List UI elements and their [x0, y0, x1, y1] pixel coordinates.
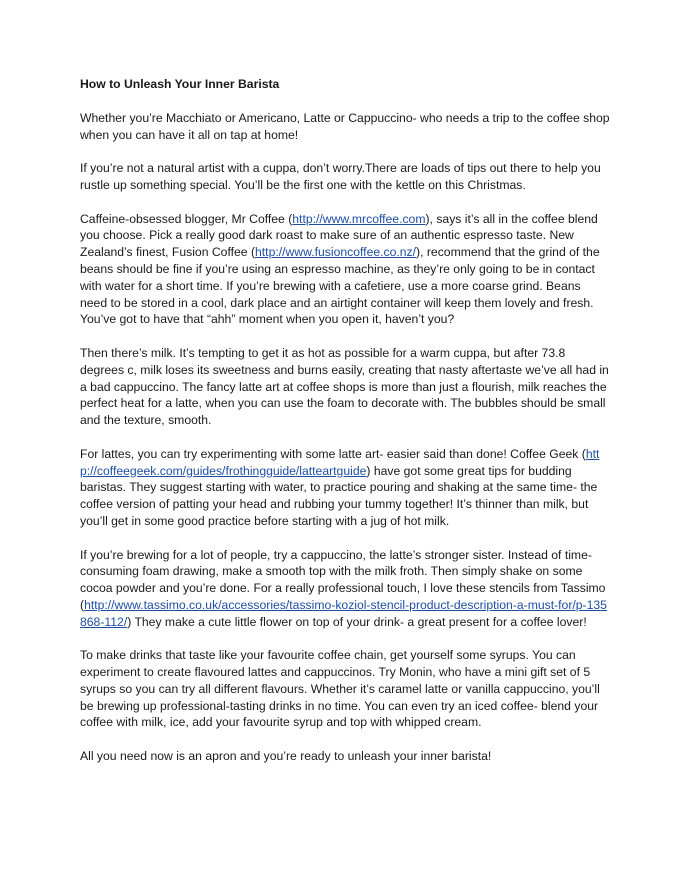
paragraph-text: ), recommend that the grind of the beans should be fine if you’re using an espresso machine, as they’re only going to be in contact with water for a short time. If you’re brewing with a cafetiere, use a more coarse grind. Beans need to be stored in a cool, dark place and an airtight container will keep them lovely and fresh. You’ve got to have that “ahh” moment when you open it, haven’t you?: [80, 245, 600, 327]
paragraph-intro: Whether you’re Macchiato or Americano, Latte or Cappuccino- who needs a trip to the coffee shop when you can have it all on tap at home!: [80, 110, 610, 142]
document-title: How to Unleash Your Inner Barista: [80, 77, 280, 91]
fusioncoffee-link[interactable]: http://www.fusioncoffee.co.nz/: [255, 245, 417, 260]
paragraph-tips: If you’re not a natural artist with a cuppa, don’t worry.There are loads of tips out there to help you rustle up something special. You’ll be the first one with the kettle on this Christmas.: [80, 161, 601, 192]
paragraph-text: ), says it’s all in the coffee blend you choose. Pick a really good dark roast to make sure of an authentic espresso taste. New Zealand’s finest, Fusion Coffee (: [80, 211, 598, 260]
tassimo-link[interactable]: http://www.tassimo.co.uk/accessories/tassimo-koziol-stencil-product-description-a-must-for/p-135868-112/: [80, 597, 607, 629]
paragraph-text: Caffeine-obsessed blogger, Mr Coffee (: [80, 211, 293, 226]
paragraph-cappuccino: [80, 547, 610, 631]
paragraph-text: If you’re brewing for a lot of people, try a cappuccino, the latte’s stronger sister. Instead of time-consuming foam drawing, make a smooth top with the milk froth. Then simply shake on some cocoa powder and you’re done. For a really professional touch, I love these stencils from Tassimo (: [80, 547, 606, 612]
paragraph-text: For lattes, you can try experimenting with some latte art- easier said than done! Coffee Geek (: [80, 446, 586, 461]
paragraph-lattes: [80, 446, 610, 530]
paragraph-closing: All you need now is an apron and you’re ready to unleash your inner barista!: [80, 749, 492, 764]
paragraph-coffee-blend: [80, 211, 610, 329]
paragraph-syrups: To make drinks that taste like your favourite coffee chain, get yourself some syrups. You can experiment to create flavoured lattes and cappuccinos. Try Monin, who have a mini gift set of 5 syrups so you can try all different flavours. Whether it’s caramel latte or vanilla cappuccino, you’ll be brewing up professional-tasting drinks in no time. You can even try an iced coffee- blend your coffee with milk, ice, add your favourite syrup and top with whipped cream.: [80, 648, 600, 730]
mrcoffee-link[interactable]: http://www.mrcoffee.com: [292, 211, 426, 226]
paragraph-milk: Then there’s milk. It’s tempting to get it as hot as possible for a warm cuppa, but after 73.8 degrees c, milk loses its sweetness and burns easily, creating that nasty aftertaste we’ve all had in a bad cappuccino. The fancy latte art at coffee shops is more than just a flourish, milk reaches the perfect heat for a latte, when you can use the foam to decorate with. The bubbles should be small and the texture, smooth.: [80, 345, 609, 428]
paragraph-text: ) They make a cute little flower on top of your drink- a great present for a coffee lover!: [127, 614, 587, 629]
document-page: [80, 76, 610, 782]
coffeegeek-link[interactable]: http://coffeegeek.com/guides/frothingguide/latteartguide: [80, 446, 600, 478]
paragraph-text: ) have got some great tips for budding baristas. They suggest starting with water, to practice pouring and shaking at the same time- the coffee version of patting your head and rubbing your tummy together! It’s thinner than milk, but you’ll get in some good practice before starting with a jug of hot milk.: [80, 463, 598, 528]
